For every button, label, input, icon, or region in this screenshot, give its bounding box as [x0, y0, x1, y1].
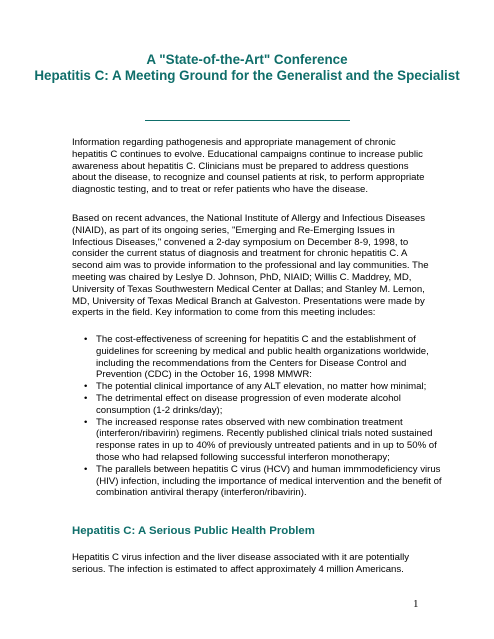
title-divider — [145, 120, 350, 121]
document-subtitle: Hepatitis C: A Meeting Ground for the Generalist and the Specialist — [34, 68, 460, 83]
list-item-text: The cost-effectiveness of screening for hepatitis C and the establishment of guidelines for screening by medical and public health organizations worldwide, including the recommendations from the Centers for Disease Control and Prevention (CDC) in the October 16, 1998 MMWR: — [96, 334, 429, 381]
key-information-list — [72, 334, 442, 499]
list-item-text: The increased response rates observed with new combination treatment (interferon/ribavirin) regimens. Recently published clinical trials noted sustained response rates in up to 40% of previously untreated patients and in up to 50% of those who had relapsed following successful interferon monotherapy; — [96, 416, 437, 463]
bullet-icon: • — [84, 334, 88, 345]
page-number: 1 — [413, 598, 419, 610]
intro-paragraph: Information regarding pathogenesis and appropriate management of chronic hepatitis C continues to evolve. Educational campaigns continue to increase public awareness about hepatitis C. Clinicians must be prepared to address questions about the disease, to recognize and counsel patients at risk, to perform appropriate diagnostic testing, and to treat or refer patients who have the disease. — [72, 137, 425, 196]
bullet-icon: • — [84, 463, 88, 475]
list-item — [72, 334, 442, 381]
document-title: A "State-of-the-Art" Conference — [146, 52, 348, 67]
list-item — [72, 417, 442, 464]
list-item — [72, 464, 442, 499]
list-item — [72, 393, 442, 417]
list-item-text: The parallels between hepatitis C virus (HCV) and human immmodeficiency virus (HIV) infection, including the importance of medical intervention and the benefit of combination antiviral therapy (interferon/ribavirin). — [96, 463, 442, 499]
section-heading: Hepatitis C: A Serious Public Health Problem — [72, 525, 315, 537]
bullet-icon: • — [84, 381, 88, 393]
list-item — [72, 381, 442, 393]
bullet-icon: • — [84, 416, 88, 428]
section-paragraph: Hepatitis C virus infection and the liver disease associated with it are potentially serious. The infection is estimated to affect approximately 4 million Americans. — [72, 552, 410, 575]
background-paragraph: Based on recent advances, the National Institute of Allergy and Infectious Diseases (NIAID), as part of its ongoing series, "Emerging and Re-Emerging Issues in Infectious Diseases," convened a 2-day symposium on December 8-9, 1998, to consider the current status of diagnosis and treatment for chronic hepatitis C. A second aim was to provide information to the professional and lay communities. The meeting was chaired by Leslye D. Johnson, PhD, NIAID; Willis C. Maddrey, MD, University of Texas Southwestern Medical Center at Dallas; and Stanley M. Lemon, MD, University of Texas Medical Branch at Galveston. Presentations were made by experts in the field. Key information to come from this meeting includes: — [72, 213, 429, 319]
list-item-text: The detrimental effect on disease progression of even moderate alcohol consumption (1-2 drinks/day); — [96, 392, 401, 416]
list-item-text: The potential clinical importance of any ALT elevation, no matter how minimal; — [96, 381, 427, 393]
bullet-icon: • — [84, 392, 88, 404]
